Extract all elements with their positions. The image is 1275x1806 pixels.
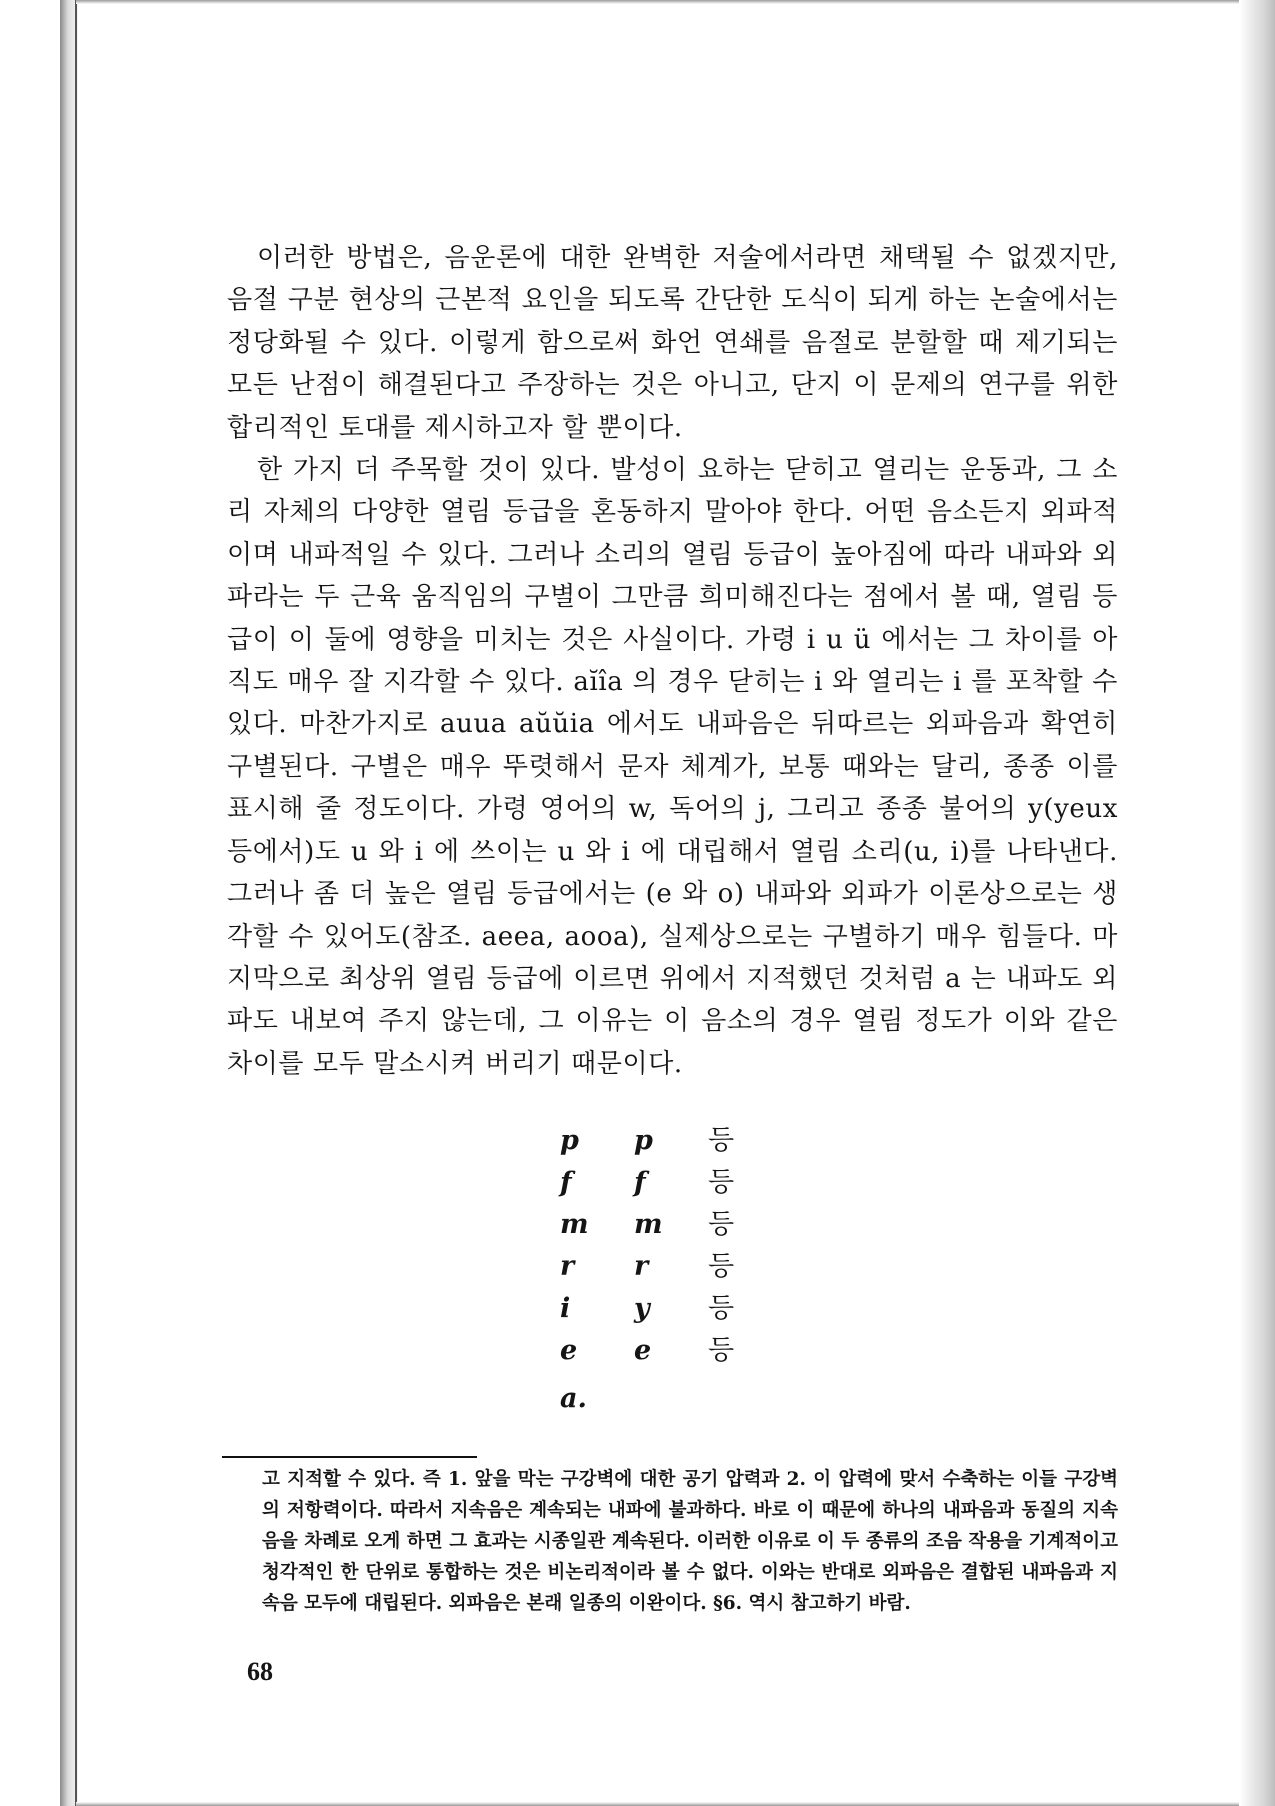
table-row bbox=[560, 1120, 748, 1162]
table-row bbox=[560, 1330, 748, 1372]
page-right-shadow bbox=[1239, 0, 1275, 1806]
page-bottom-edge bbox=[76, 1802, 1239, 1806]
body-text bbox=[227, 237, 1118, 1085]
paragraph-1: 이러한 방법은, 음운론에 대한 완벽한 저술에서라면 채택될 수 없겠지만, 음절 구분 현상의 근본적 요인을 되도록 간단한 도식이 되게 하는 논술에서는 정당화될 수 있다. 이렇게 함으로써 화언 연쇄를 음절로 분할할 때 제기되는 모든 난점이 해결된다고 주장하는 것은 아니고, 단지 이 문제의 연구를 위한 합리적인 토대를 제시하고자 할 뿐이다. bbox=[227, 243, 1118, 443]
etc-cell: 등 bbox=[708, 1167, 735, 1198]
page-top-edge bbox=[76, 0, 1239, 4]
etc-cell: 등 bbox=[708, 1251, 735, 1282]
page-number: 68 bbox=[247, 1657, 273, 1686]
table-row bbox=[560, 1204, 748, 1246]
etc-cell: 등 bbox=[708, 1293, 735, 1324]
page-spine-line bbox=[75, 0, 77, 1806]
explosive-cell: e bbox=[634, 1335, 652, 1366]
table-row bbox=[560, 1288, 748, 1330]
footnote-rule bbox=[222, 1456, 477, 1458]
explosive-cell: f bbox=[634, 1167, 646, 1198]
implosive-cell: e bbox=[560, 1335, 578, 1366]
implosive-cell: i bbox=[560, 1293, 571, 1324]
paragraph-2: 한 가지 더 주목할 것이 있다. 발성이 요하는 닫히고 열리는 운동과, 그 소리 자체의 다양한 열림 등급을 혼동하지 말아야 한다. 어떤 음소든지 외파적이며 내파적일 수 있다. 그러나 소리의 열림 등급이 높아짐에 따라 내파와 외파라는 두 근육 움직임의 구별이 그만큼 희미해진다는 점에서 볼 때, 열림 등급이 이 둘에 영향을 미치는 것은 사실이다. 가령 i u ü 에서는 그 차이를 아직도 매우 잘 지각할 수 있다. aĭîa 의 경우 닫히는 i 와 열리는 i 를 포착할 수 있다. 마찬가지로 auua aŭŭia 에서도 내파음은 뒤따르는 외파음과 확연히 구별된다. 구별은 매우 뚜렷해서 문자 체계가, 보통 때와는 달리, 종종 이를 표시해 줄 정도이다. 가령 영어의 w, 독어의 j, 그리고 종종 불어의 y(yeux 등에서)도 u 와 i 에 쓰이는 u 와 i 에 대립해서 열림 소리(u, i)를 나타낸다. 그러나 좀 더 높은 열림 등급에서는 (e 와 o) 내파와 외파가 이론상으로는 생각할 수 있어도(참조. aeea, aooa), 실제상으로는 구별하기 매우 힘들다. 마지막으로 최상위 열림 등급에 이르면 위에서 지적했던 것처럼 a 는 내파도 외파도 내보여 주지 않는데, 그 이유는 이 음소의 경우 열림 정도가 이와 같은 차이를 모두 말소시켜 버리기 때문이다. bbox=[227, 455, 1118, 1079]
phoneme-table bbox=[560, 1120, 748, 1420]
etc-cell: 등 bbox=[708, 1335, 735, 1366]
implosive-cell: p bbox=[560, 1125, 579, 1156]
explosive-cell: y bbox=[634, 1293, 650, 1324]
explosive-cell: r bbox=[634, 1251, 649, 1282]
etc-cell: 등 bbox=[708, 1125, 735, 1156]
etc-cell: 등 bbox=[708, 1209, 735, 1240]
explosive-cell: m bbox=[634, 1209, 663, 1240]
explosive-cell: p bbox=[634, 1125, 653, 1156]
table-last-item: a. bbox=[560, 1383, 587, 1414]
implosive-cell: m bbox=[560, 1209, 589, 1240]
implosive-cell: f bbox=[560, 1167, 572, 1198]
table-row bbox=[560, 1246, 748, 1288]
table-row bbox=[560, 1162, 748, 1204]
footnote: 고 지적할 수 있다. 즉 1. 앞을 막는 구강벽에 대한 공기 압력과 2. 이 압력에 맞서 수축하는 이들 구강벽의 저항력이다. 따라서 지속음은 계속되는 내파에 불과하다. 바로 이 때문에 하나의 내파음과 동질의 지속음을 차례로 오게 하면 그 효과는 시종일관 계속된다. 이러한 이유로 이 두 종류의 조음 작용을 기계적이고 청각적인 한 단위로 통합하는 것은 비논리적이라 볼 수 없다. 이와는 반대로 외파음은 결합된 내파음과 지속음 모두에 대립된다. 외파음은 본래 일종의 이완이다. §6. 역시 참고하기 바람. bbox=[262, 1469, 1118, 1614]
implosive-cell: r bbox=[560, 1251, 575, 1282]
